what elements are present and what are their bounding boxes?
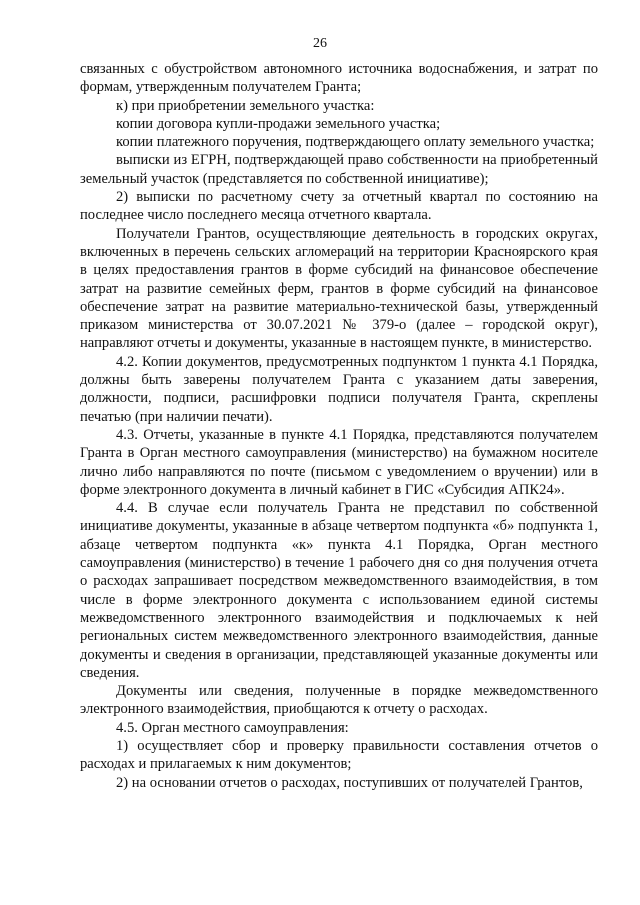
paragraph-city-district-recipients: Получатели Грантов, осуществляющие деятельность в городских округах, включенных в перечень сельских агломераций на территории Красноярского края в целях предоставления грантов в форме субсидий на финансовое обеспечение затрат на развитие семейных ферм, грантов в форме субсидий на финансовое обеспечение затрат на развитие материально-технической базы, утвержденный приказом министерства от 30.07.2021 № 379-о (далее – городской округ), направляют отчеты и документы, указанные в настоящем пункте, в министерство. [80, 225, 598, 352]
paragraph-section-4-5-item-2: 2) на основании отчетов о расходах, поступивших от получателей Грантов, [116, 774, 583, 791]
paragraph-sale-contract-copies: копии договора купли-продажи земельного участка; [116, 115, 441, 132]
paragraph-section-4-2: 4.2. Копии документов, предусмотренных подпунктом 1 пункта 4.1 Порядка, должны быть заверены получателем Гранта с указанием даты заверения, должности, подписи, расшифровки подписи получателя Гранта, скреплены печатью (при наличии печати). [80, 353, 598, 425]
paragraph-section-4-5: 4.5. Орган местного самоуправления: [116, 719, 349, 736]
paragraph-interagency-documents: Документы или сведения, полученные в порядке межведомственного электронного взаимодействия, приобщаются к отчету о расходах. [80, 683, 598, 718]
document-body [80, 60, 598, 792]
paragraph-section-4-3: 4.3. Отчеты, указанные в пункте 4.1 Порядка, представляются получателем Гранта в Орган местного самоуправления (министерство) на бумажном носителе лично либо направляются по почте (письмом с уведомлением о вручении) или в форме электронного документа в личный кабинет в ГИС «Субсидия АПК24». [80, 426, 598, 498]
paragraph-bank-account-statement: 2) выписки по расчетному счету за отчетный квартал по состоянию на последнее число последнего месяца отчетного квартала. [80, 189, 598, 224]
page-number: 26 [313, 36, 327, 51]
paragraph-land-purchase-heading: к) при приобретении земельного участка: [116, 97, 375, 114]
paragraph-section-4-4: 4.4. В случае если получатель Гранта не представил по собственной инициативе документы, указанные в абзаце четвертом подпункта «б» подпункта 1, абзаце четвертом подпункта «к» пункта 4.1 Порядка, Орган местного самоуправления (министерство) в течение 1 рабочего дня со дня получения отчета о расходах запрашивает посредством межведомственного взаимодействия, в том числе в форме электронного документа с использованием единой системы межведомственного электронного взаимодействия и подключаемых к ней региональных систем межведомственного электронного взаимодействия, данные документы и сведения в организации, представляющей указанные документы или сведения. [80, 500, 598, 681]
paragraph-section-4-5-item-1: 1) осуществляет сбор и проверку правильности составления отчетов о расходах и прилагаемых к ним документов; [80, 737, 598, 773]
paragraph-payment-order-copies: копии платежного поручения, подтверждающего оплату земельного участка; [116, 134, 595, 151]
paragraph-egrn-extract: выписки из ЕГРН, подтверждающей право собственности на приобретенный земельный участок (представляется по собственной инициативе); [80, 152, 598, 187]
paragraph-water-supply-costs: связанных с обустройством автономного источника водоснабжения, и затрат по формам, утвержденным получателем Гранта; [80, 61, 598, 96]
